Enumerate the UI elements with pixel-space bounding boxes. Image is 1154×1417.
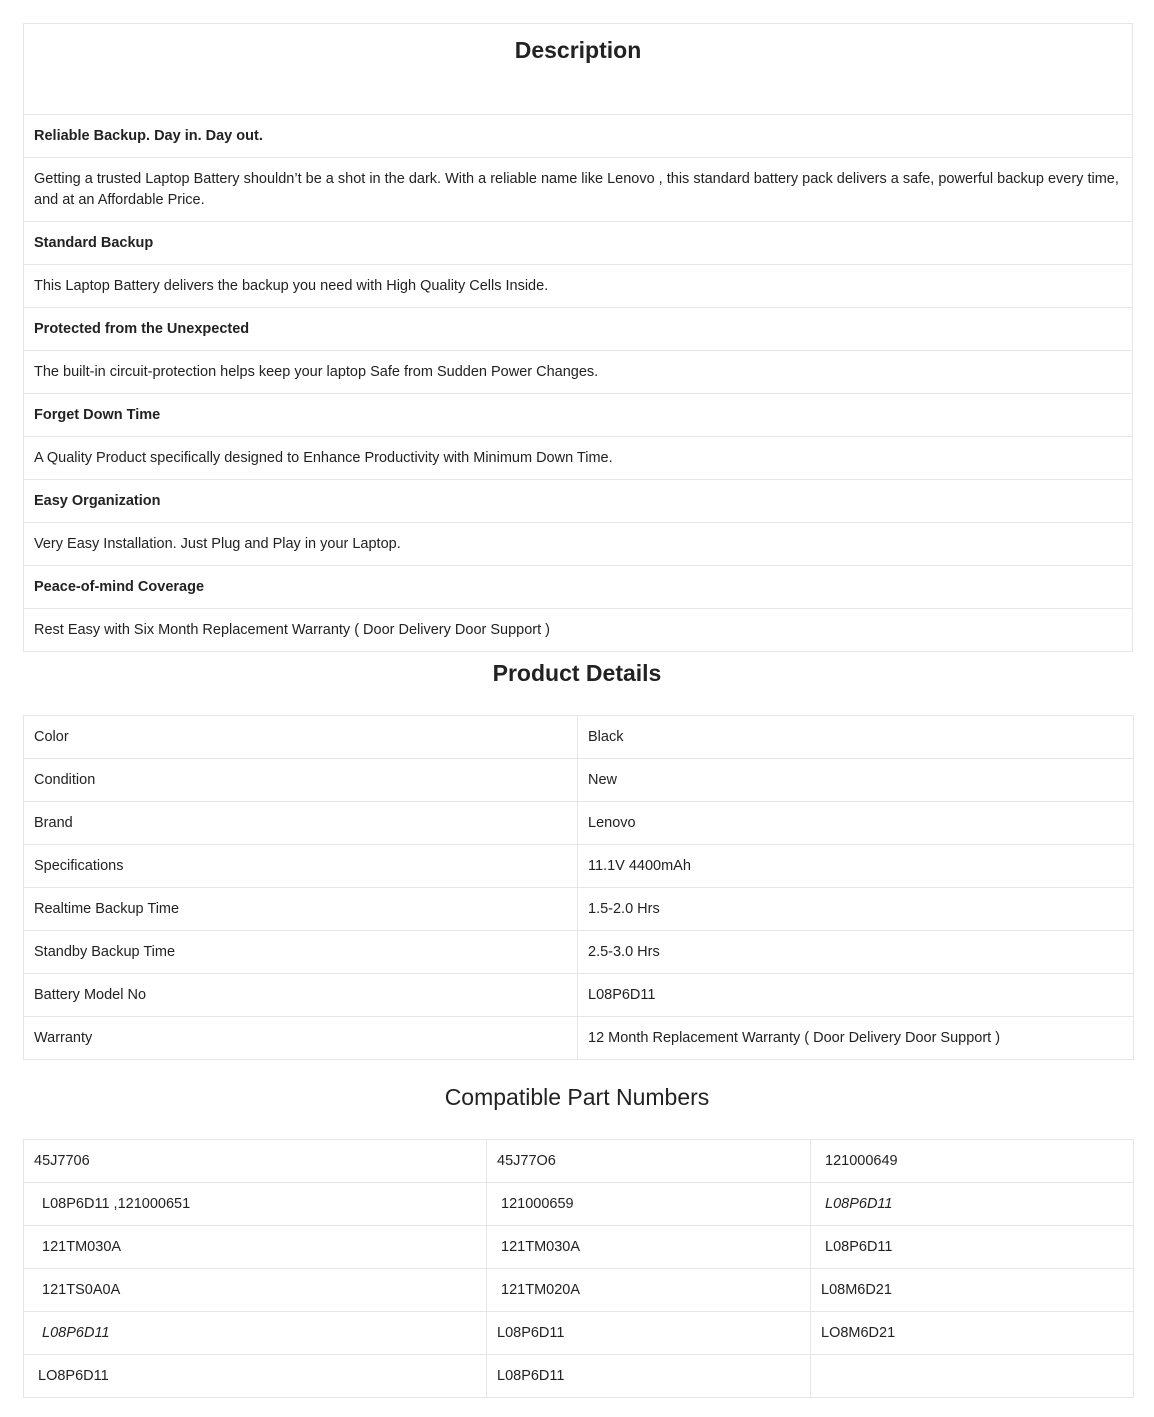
part-number: L08P6D11 ,121000651	[24, 1183, 487, 1226]
part-number: 121000659	[487, 1183, 811, 1226]
part-number: 121TM020A	[487, 1269, 811, 1312]
detail-value: 2.5-3.0 Hrs	[578, 931, 1134, 974]
part-number: L08P6D11	[487, 1355, 811, 1398]
product-details-title: Product Details	[492, 660, 662, 686]
detail-value: 12 Month Replacement Warranty ( Door Delivery Door Support )	[578, 1017, 1134, 1060]
description-row	[24, 222, 1133, 265]
table-row	[24, 802, 1134, 845]
part-number: L08P6D11	[24, 1312, 487, 1355]
description-row	[24, 523, 1133, 566]
table-row	[24, 1312, 1134, 1355]
table-row	[24, 974, 1134, 1017]
description-row	[24, 566, 1133, 609]
description-row	[24, 158, 1133, 222]
feature-text: Rest Easy with Six Month Replacement Warranty ( Door Delivery Door Support )	[24, 609, 1133, 652]
table-row	[24, 759, 1134, 802]
detail-value: 11.1V 4400mAh	[578, 845, 1134, 888]
feature-heading: Peace-of-mind Coverage	[24, 566, 1133, 609]
feature-heading: Standard Backup	[24, 222, 1133, 265]
detail-value: New	[578, 759, 1134, 802]
feature-text: Getting a trusted Laptop Battery shouldn’t be a shot in the dark. With a reliable name like Lenovo , this standard battery pack delivers a safe, powerful backup every time, and at an Affordable Price.	[24, 158, 1133, 222]
description-title-row	[24, 24, 1133, 115]
description-row	[24, 115, 1133, 158]
feature-text: Very Easy Installation. Just Plug and Play in your Laptop.	[24, 523, 1133, 566]
part-number: 121TM030A	[487, 1226, 811, 1269]
feature-text: A Quality Product specifically designed to Enhance Productivity with Minimum Down Time.	[24, 437, 1133, 480]
feature-heading: Reliable Backup. Day in. Day out.	[24, 115, 1133, 158]
description-row	[24, 308, 1133, 351]
part-number: LO8M6D21	[811, 1312, 1134, 1355]
part-number: L08P6D11	[811, 1183, 1134, 1226]
part-number: L08P6D11	[487, 1312, 811, 1355]
table-row	[24, 1140, 1134, 1183]
table-row	[24, 1269, 1134, 1312]
detail-label: Brand	[24, 802, 578, 845]
part-number: 121TS0A0A	[24, 1269, 487, 1312]
product-details-table	[23, 715, 1134, 1060]
feature-text: The built-in circuit-protection helps keep your laptop Safe from Sudden Power Changes.	[24, 351, 1133, 394]
part-number: 121TM030A	[24, 1226, 487, 1269]
description-row	[24, 437, 1133, 480]
part-number: 121000649	[811, 1140, 1134, 1183]
detail-label: Realtime Backup Time	[24, 888, 578, 931]
table-row	[24, 845, 1134, 888]
compatible-parts-title: Compatible Part Numbers	[444, 1084, 710, 1110]
table-row	[24, 1355, 1134, 1398]
feature-text: This Laptop Battery delivers the backup you need with High Quality Cells Inside.	[24, 265, 1133, 308]
detail-value: Lenovo	[578, 802, 1134, 845]
description-row	[24, 480, 1133, 523]
table-row	[24, 716, 1134, 759]
part-number: L08M6D21	[811, 1269, 1134, 1312]
detail-label: Warranty	[24, 1017, 578, 1060]
detail-label: Standby Backup Time	[24, 931, 578, 974]
part-number: 45J7706	[24, 1140, 487, 1183]
table-row	[24, 1183, 1134, 1226]
part-number: 45J77O6	[487, 1140, 811, 1183]
table-row	[24, 888, 1134, 931]
detail-value: Black	[578, 716, 1134, 759]
detail-value: 1.5-2.0 Hrs	[578, 888, 1134, 931]
detail-label: Color	[24, 716, 578, 759]
description-title: Description	[24, 24, 1133, 115]
feature-heading: Easy Organization	[24, 480, 1133, 523]
table-row	[24, 1017, 1134, 1060]
table-row	[24, 931, 1134, 974]
detail-label: Battery Model No	[24, 974, 578, 1017]
table-row	[24, 1226, 1134, 1269]
description-row	[24, 609, 1133, 652]
description-table	[23, 23, 1133, 652]
detail-label: Condition	[24, 759, 578, 802]
part-number	[811, 1355, 1134, 1398]
description-row	[24, 351, 1133, 394]
detail-value: L08P6D11	[578, 974, 1134, 1017]
compatible-parts-table	[23, 1139, 1134, 1398]
part-number: LO8P6D11	[24, 1355, 487, 1398]
part-number: L08P6D11	[811, 1226, 1134, 1269]
description-row	[24, 394, 1133, 437]
detail-label: Specifications	[24, 845, 578, 888]
feature-heading: Forget Down Time	[24, 394, 1133, 437]
description-row	[24, 265, 1133, 308]
feature-heading: Protected from the Unexpected	[24, 308, 1133, 351]
